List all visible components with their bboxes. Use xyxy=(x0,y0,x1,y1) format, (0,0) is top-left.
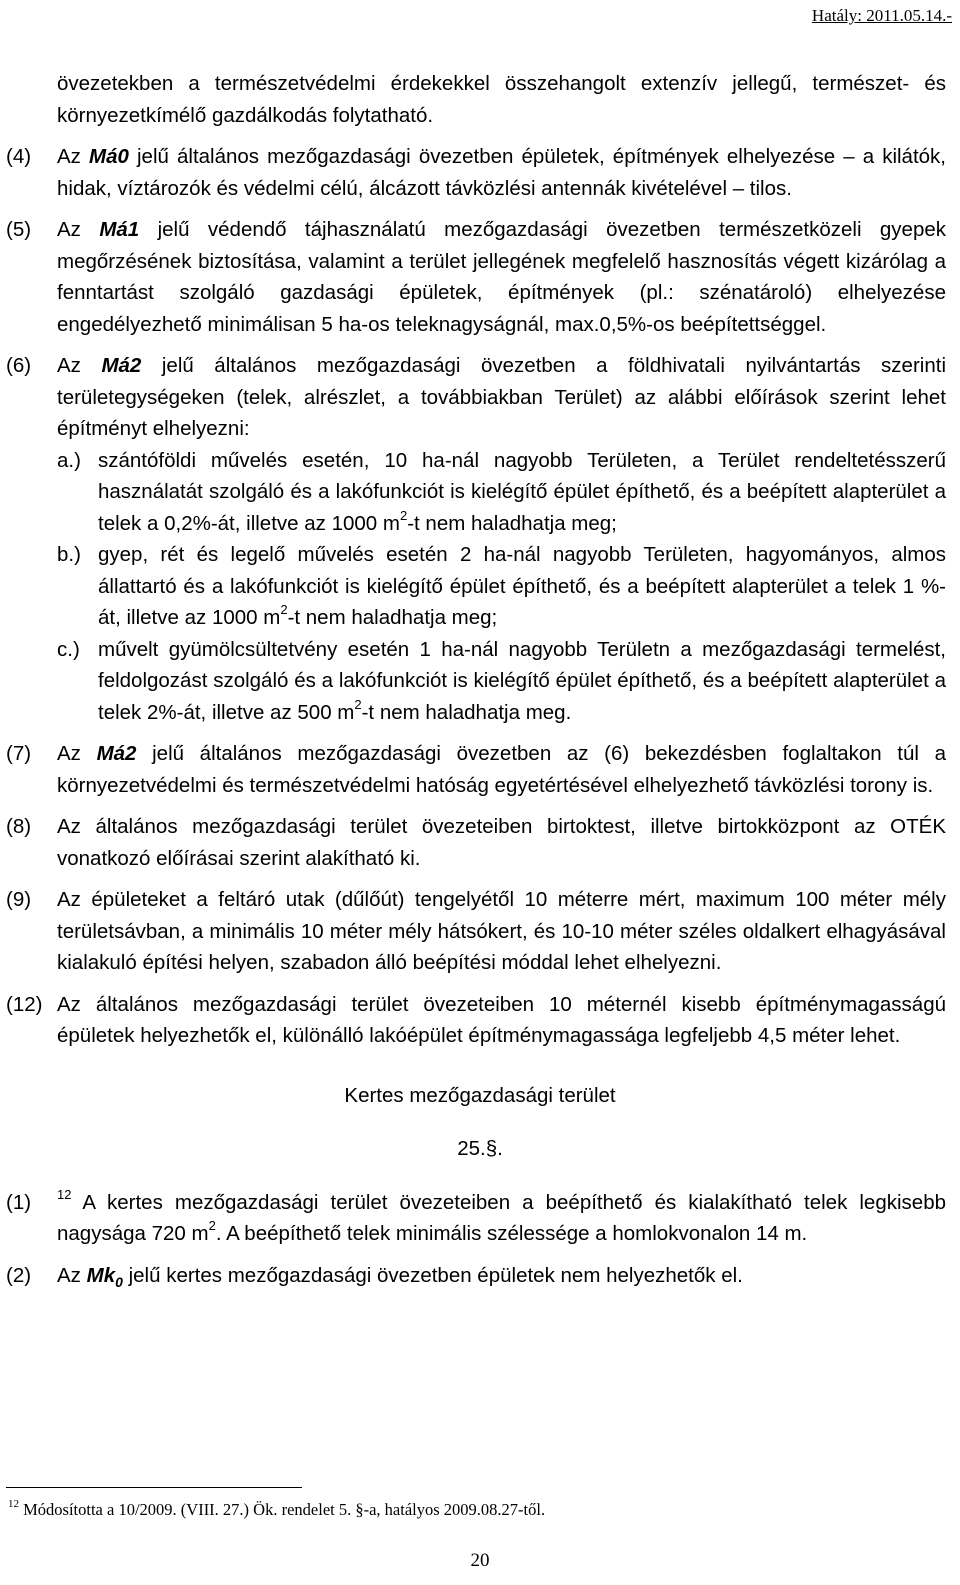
paragraph-marker: (7) xyxy=(6,742,32,765)
paragraph-text: jelű kertes mezőgazdasági övezetben épületek nem helyezhetők el. xyxy=(122,1263,743,1287)
zone-code: Má0 xyxy=(89,145,129,168)
paragraph-text: jelű általános mezőgazdasági övezetben a földhivatali nyilvántartás szerinti területegységeken (telek, alrészlet, a továbbiakban Terület) az alábbi előírások szerint lehet építményt elhelyezni: xyxy=(57,354,946,440)
list-item-text: gyep, rét és legelő művelés esetén 2 ha-nál nagyobb Területen, hagyományos, almos állattartó és a lakófunkciót is kielégítő épület építhető, és a beépített alapterület a telek 1 %-át, illetve az 1000 m xyxy=(98,543,946,629)
page-number: 20 xyxy=(470,1550,490,1571)
paragraph-6-intro xyxy=(0,350,946,445)
list-item-text: művelt gyümölcsültetvény esetén 1 ha-nál nagyobb Területn a mezőgazdasági termelést, feldolgozást szolgáló és a lakófunkciót is kielégítő épület építhető, és a beépített alapterület a telek 2%-át, illetve az 500 m xyxy=(98,637,946,724)
list-item-text-end: -t nem haladhatja meg; xyxy=(287,606,498,629)
continued-paragraph: övezetekben a természetvédelmi érdekekkel összehangolt extenzív jellegű, természet- és környezetkímélő gazdálkodás folytatható. xyxy=(57,72,946,127)
footnote xyxy=(8,1497,546,1520)
list-item-a xyxy=(0,445,946,540)
paragraph-marker: (9) xyxy=(6,888,32,911)
paragraph-text-pre: Az xyxy=(57,1263,87,1287)
footnote-number: 12 xyxy=(8,1497,19,1510)
paragraph-text-pre: Az xyxy=(57,742,97,765)
paragraph-sign: §. xyxy=(485,1137,503,1160)
paragraph-6 xyxy=(0,350,960,728)
section-paragraph-2 xyxy=(0,1260,946,1299)
list-item-text-end: -t nem haladhatja meg; xyxy=(407,511,617,535)
paragraph-text: Az általános mezőgazdasági terület övezeteiben 10 méternél kisebb építménymagasságú épületek helyezhetők el, különálló lakóépület építménymagassága legfeljebb 4,5 méter lehet. xyxy=(57,992,946,1047)
effective-date-header: Hatály: 2011.05.14.- xyxy=(811,6,952,25)
paragraph-8 xyxy=(0,811,946,874)
footnote-reference[interactable]: 12 xyxy=(57,1186,72,1202)
paragraph-9 xyxy=(0,884,946,979)
paragraph-text: A kertes mezőgazdasági terület övezeteiben a beépíthető és kialakítható telek legkisebb nagysága 720 m xyxy=(57,1190,946,1245)
paragraph-text: Az általános mezőgazdasági terület övezeteiben birtoktest, illetve birtokközpont az OTÉK vonatkozó előírásai szerint alakítható ki. xyxy=(57,815,946,870)
zone-code: Mk xyxy=(86,1263,116,1287)
list-item-text-end: -t nem haladhatja meg. xyxy=(361,700,572,724)
section-paragraph-1 xyxy=(0,1187,946,1250)
list-item-text: szántóföldi művelés esetén, 10 ha-nál nagyobb Területen, a Terület rendeltetésszerű használatát szolgáló és a lakófunkciót is kielégítő épület építhető, és a beépített alapterület a telek a 0,2%-át, illetve az 1000 m xyxy=(98,448,946,535)
list-marker: a.) xyxy=(57,448,81,472)
paragraph-5 xyxy=(0,214,946,340)
paragraph-text-pre: Az xyxy=(57,218,100,241)
superscript: 2 xyxy=(399,507,408,523)
list-item-b xyxy=(0,539,946,634)
paragraph-text: Az épületeket a feltáró utak (dűlőút) tengelyétől 10 méterre mért, maximum 100 méter mély területsávban, a minimális 10 méter mély hátsókert, és 10-10 méter széles oldalkert elhagyásával kialakuló építési helyen, szabadon álló beépítési móddal lehet elhelyezni. xyxy=(57,888,946,974)
paragraph-12 xyxy=(0,989,946,1052)
paragraph-marker: (5) xyxy=(6,218,32,241)
paragraph-marker: (4) xyxy=(6,145,32,168)
paragraph-text-pre: Az xyxy=(57,145,90,168)
paragraph-text: jelű általános mezőgazdasági övezetben az (6) bekezdésben foglaltakon túl a környezetvédelmi és természetvédelmi hatóság egyetértésével elhelyezhető távközlési torony is. xyxy=(57,742,946,797)
list-item-c xyxy=(0,634,946,729)
footnote-text: Módosította a 10/2009. (VIII. 27.) Ök. rendelet 5. §-a, hatályos 2009.08.27-től. xyxy=(19,1500,546,1519)
superscript: 2 xyxy=(354,696,362,712)
zone-code: Má2 xyxy=(101,354,142,377)
section-title: Kertes mezőgazdasági terület xyxy=(344,1083,616,1107)
paragraph-marker: (6) xyxy=(6,354,32,377)
paragraph-4 xyxy=(0,141,946,204)
zone-code-subscript: 0 xyxy=(115,1273,123,1290)
paragraph-marker: (2) xyxy=(6,1263,32,1287)
paragraph-text-end: . A beépíthető telek minimális szélessége a homlokvonalon 14 m. xyxy=(215,1222,808,1245)
paragraph-text-pre: Az xyxy=(57,354,102,377)
superscript: 2 xyxy=(280,602,288,618)
list-marker: c.) xyxy=(57,637,80,661)
paragraph-text: jelű általános mezőgazdasági övezetben épületek, építmények elhelyezése – a kilátók, hidak, víztározók és védelmi célú, álcázott távközlési antennák kivételével – tilos. xyxy=(57,145,946,200)
paragraph-marker: (12) xyxy=(6,992,43,1016)
list-marker: b.) xyxy=(57,543,81,566)
paragraph-text: jelű védendő tájhasználatú mezőgazdasági övezetben természetközeli gyepek megőrzésének biztosítása, valamint a terület jellegének megfelelő hasznosítás végett kizárólag a fenntartást szolgáló gazdasági épületek, építmények (pl.: szénatároló) elhelyezése engedélyezhető minimálisan 5 ha-os teleknagyságnál, max.0,5%-os beépítettséggel. xyxy=(57,218,946,336)
zone-code: Má1 xyxy=(99,218,140,241)
paragraph-7 xyxy=(0,738,946,801)
paragraph-marker: (1) xyxy=(6,1190,32,1214)
zone-code: Má2 xyxy=(96,742,137,765)
paragraph-number: 25. xyxy=(457,1137,486,1160)
section-paragraph-number xyxy=(0,1133,960,1165)
paragraph-marker: (8) xyxy=(6,815,32,838)
footnote-separator xyxy=(6,1487,302,1488)
document-body xyxy=(0,68,960,1308)
superscript: 2 xyxy=(208,1218,216,1234)
